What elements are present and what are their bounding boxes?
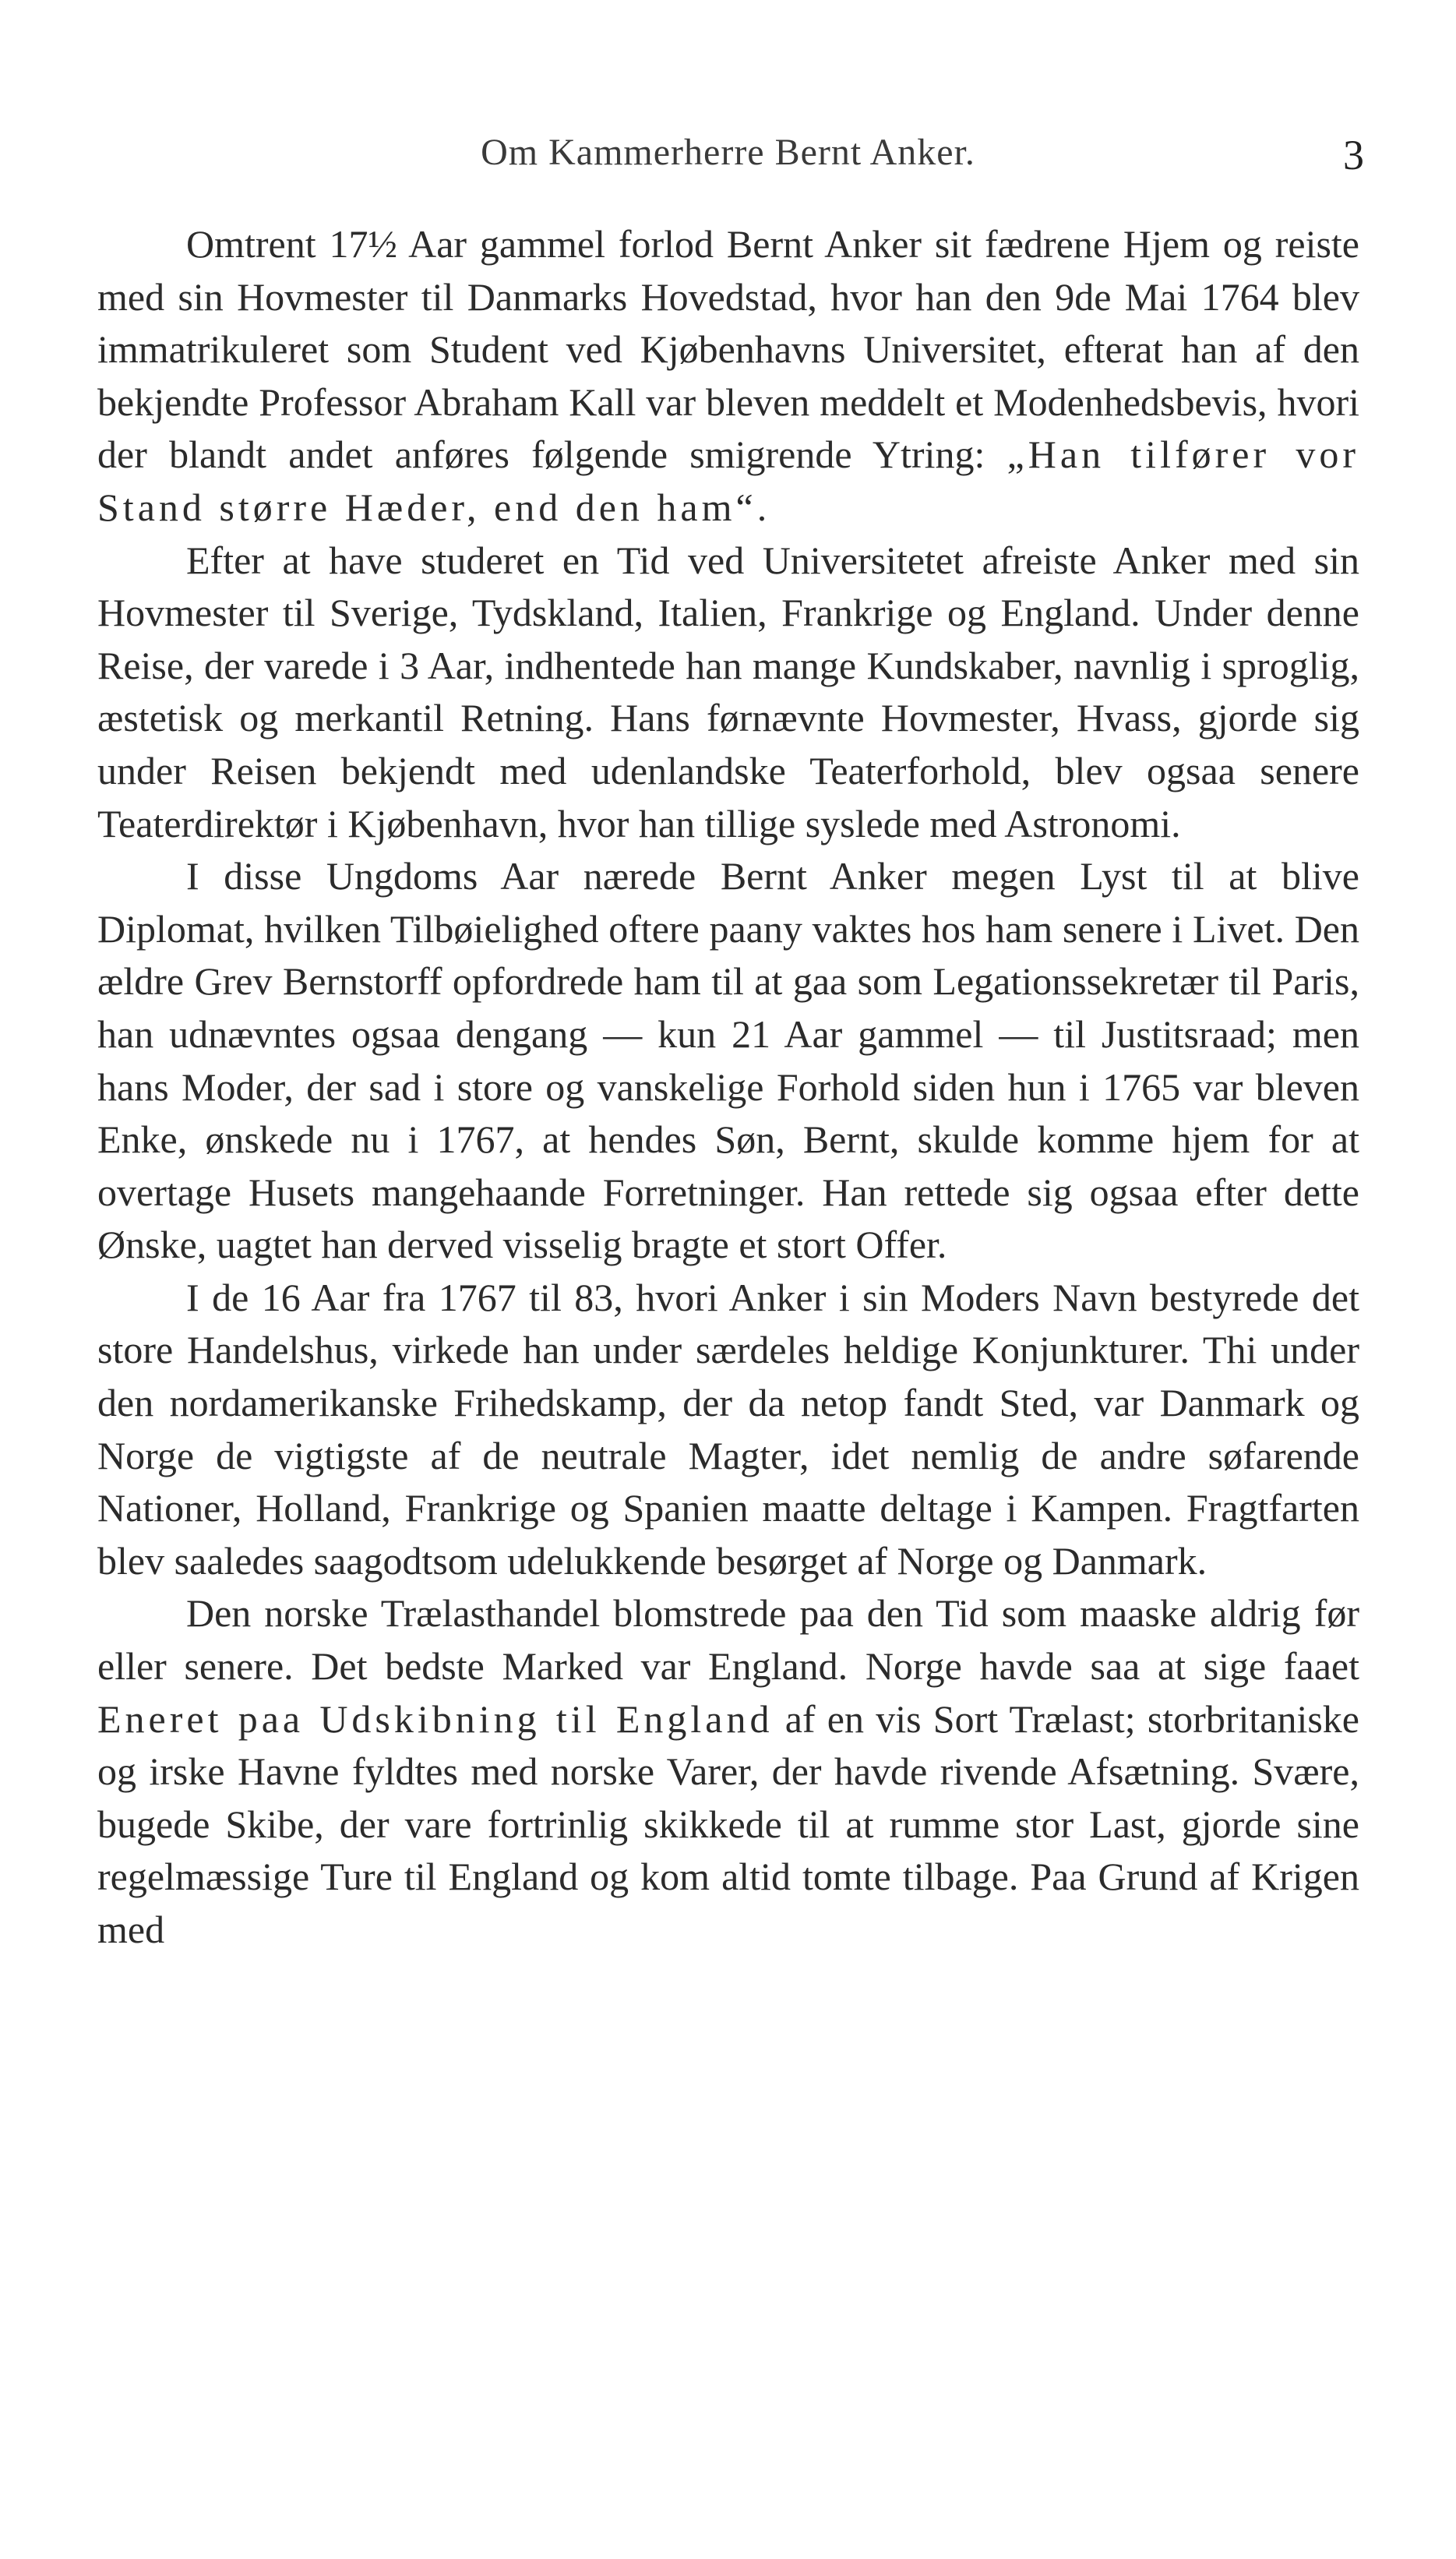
running-title: Om Kammerherre Bernt Anker. xyxy=(481,132,975,173)
paragraph-1 xyxy=(97,218,1359,535)
paragraph-1-text: Omtrent 17½ Aar gammel forlod Bernt Anker sit fædrene Hjem og reiste med sin Hovmester til Danmarks Hovedstad, hvor han den 9de Mai 1764 blev immatrikuleret som Student ved Kjøbenhavns Universitet, efterat han af den bekjendte Professor Abraham Kall var bleven meddelt et Modenhedsbevis, hvori der blandt andet anføres følgende smigrende Ytring: xyxy=(97,222,1359,477)
paragraph-3: I disse Ungdoms Aar nærede Bernt Anker megen Lyst til at blive Diplomat, hvilken Tilbøielighed oftere paany vaktes hos ham senere i Livet. Den ældre Grev Bernstorff opfordrede ham til at gaa som Legationssekretær til Paris, han udnævntes ogsaa dengang — kun 21 Aar gammel — til Justitsraad; men hans Moder, der sad i store og vanskelige Forhold siden hun i 1765 var bleven Enke, ønskede nu i 1767, at hendes Søn, Bernt, skulde komme hjem for at overtage Husets mangehaande Forretninger. Han rettede sig ogsaa efter dette Ønske, uagtet han derved visselig bragte et stort Offer. xyxy=(97,854,1359,1267)
body-text xyxy=(97,218,1359,1957)
page-number: 3 xyxy=(1343,132,1364,178)
paragraph-4: I de 16 Aar fra 1767 til 83, hvori Anker i sin Moders Navn bestyrede det store Handelshus, virkede han under særdeles heldige Konjunkturer. Thi under den nordamerikanske Frihedskamp, der da netop fandt Sted, var Danmark og Norge de vigtigste af de neutrale Magter, idet nemlig de andre søfarende Nationer, Holland, Frankrige og Spanien maatte deltage i Kampen. Fragtfarten blev saaledes saagodtsom udelukkende besørget af Norge og Danmark. xyxy=(97,1275,1359,1583)
paragraph-5-text-b: af en vis Sort Trælast; storbritaniske og irske Havne fyldtes med norske Varer, der havde rivende Afsætning. Svære, bugede Skibe, der vare fortrinlig skikkede til at rumme stor Last, gjorde sine regelmæssige Ture til England og kom altid tomte tilbage. Paa Grund af Krigen med xyxy=(97,1696,1360,1951)
paragraph-2: Efter at have studeret en Tid ved Universitetet afreiste Anker med sin Hovmester til Sverige, Tydskland, Italien, Frankrige og England. Under denne Reise, der varede i 3 Aar, indhentede han mange Kundskaber, navnlig i sproglig, æstetisk og merkantil Retning. Hans førnævnte Hovmester, Hvass, gjorde sig under Reisen bekjendt med udenlandske Teaterforhold, blev ogsaa senere Teaterdirektør i Kjøbenhavn, hvor han tillige syslede med Astronomi. xyxy=(97,538,1359,845)
paragraph-5-text-a: Den norske Trælasthandel blomstrede paa den Tid som maaske aldrig før eller senere. Det bedste Marked var England. Norge havde saa at sige faaet xyxy=(97,1591,1359,1689)
running-head xyxy=(0,131,1456,178)
emphasized-phrase: Eneret paa Udskibning til England xyxy=(97,1696,774,1741)
quoted-remark: „Han tilfører vor Stand større Hæder, end den ham“. xyxy=(97,432,1359,529)
paragraph-5 xyxy=(97,1587,1359,1956)
